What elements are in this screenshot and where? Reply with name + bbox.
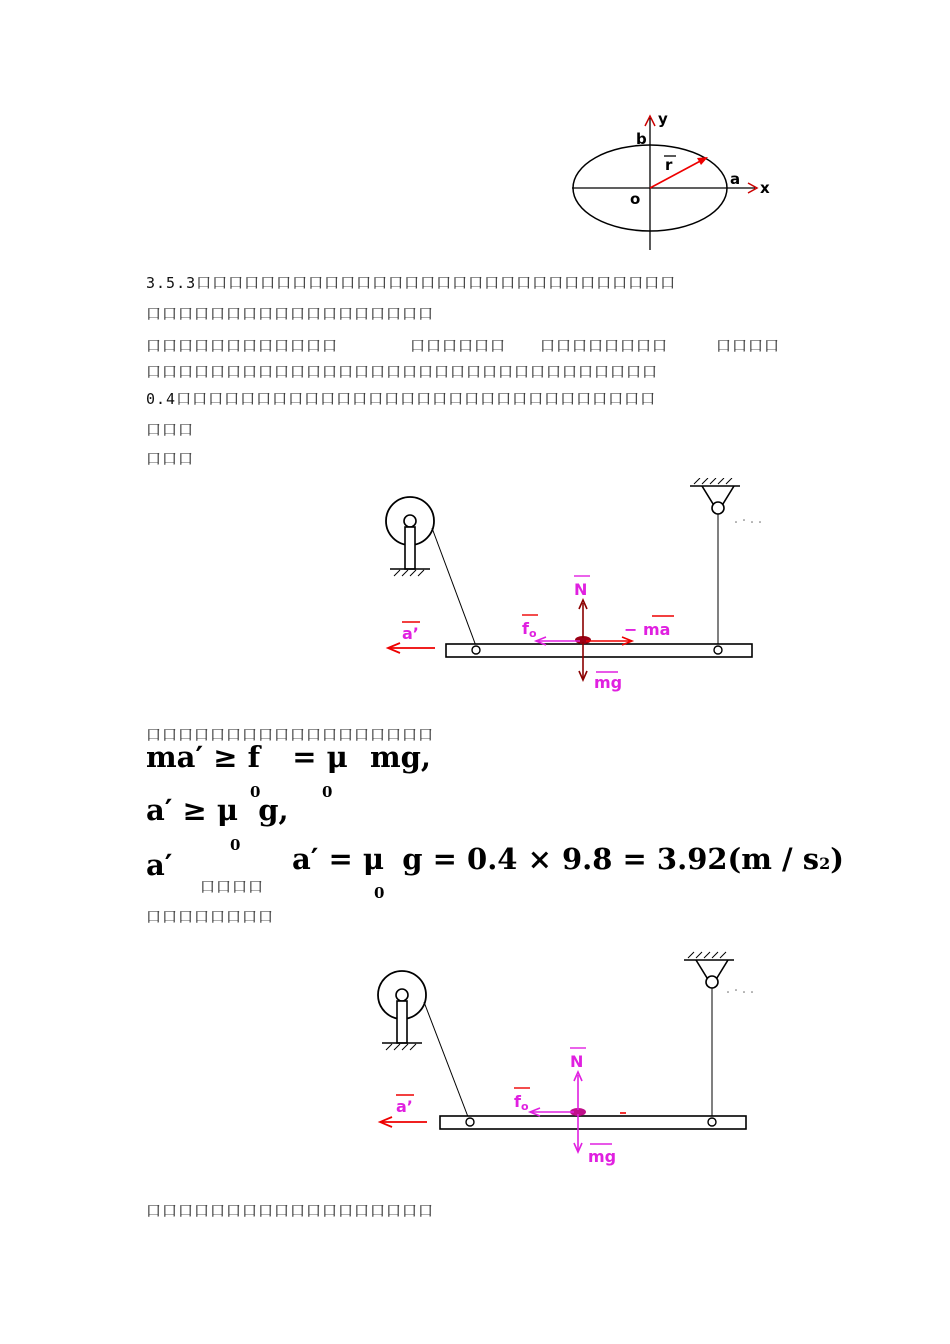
glyph-run: 口口口口口口口口口口口口口口口口口口 <box>146 1202 435 1220</box>
hanging-pulley-wheel <box>706 976 718 988</box>
problem-line-5 <box>146 388 656 409</box>
eq3-text <box>200 876 264 897</box>
glyph-run: 口口口口 <box>716 337 781 355</box>
label-f0: fo <box>522 619 537 640</box>
label-x: x <box>760 179 770 197</box>
label-mg: mg <box>594 673 623 692</box>
ceiling-hatch <box>688 952 726 958</box>
label-a-prime: a’ <box>402 624 419 643</box>
problem-number: 3.5.3 <box>146 274 197 292</box>
eq3-lhs: a′ <box>146 848 173 882</box>
left-rope <box>432 528 476 646</box>
left-ground-hatch <box>386 1044 416 1050</box>
glyph-run: 口口口口口口口口口口口口口口口口口口 <box>146 305 435 323</box>
eq1-subscript-1: 0 <box>250 783 261 801</box>
label-N: N <box>570 1052 584 1071</box>
label-r: r <box>665 156 673 174</box>
figure-1 <box>380 478 780 700</box>
label-f0: fo <box>514 1092 529 1113</box>
motion-dots <box>727 989 753 993</box>
eq1-subscript-2: 0 <box>322 783 333 801</box>
label-N: N <box>574 580 588 599</box>
equation-3 <box>146 848 172 882</box>
eq4-close: ) <box>830 842 844 876</box>
left-pulley-stand <box>397 1001 407 1043</box>
glyph-run: 口口口 <box>146 450 195 468</box>
problem-line-4 <box>146 361 658 382</box>
equation-1 <box>146 740 431 774</box>
board <box>440 1116 746 1129</box>
glyph-run: 口口口口口口口口 <box>146 908 275 926</box>
label-mg: mg <box>588 1147 617 1166</box>
eq1-rhs: mg, <box>369 740 431 774</box>
eq2-lhs: a′ ≥ μ <box>146 793 239 827</box>
eq4-exponent: 2 <box>819 854 831 873</box>
eq2-rhs: g, <box>258 793 289 827</box>
problem-line-1 <box>146 272 676 293</box>
ellipse-figure <box>560 108 780 258</box>
board-pin-left <box>466 1118 474 1126</box>
radius-vector <box>650 158 706 188</box>
label-a-prime: a’ <box>396 1097 413 1116</box>
glyph-run: 口口口口 <box>200 878 265 896</box>
eq1-lhs: ma′ ≥ f <box>146 740 261 774</box>
board-pin-right <box>708 1118 716 1126</box>
equation-2 <box>146 793 289 827</box>
glyph-run: 口口口口口口口口口口口口口口口口口口口口口口口口口口口口口口 <box>176 390 657 408</box>
board-pin-right <box>714 646 722 654</box>
label-minus-ma: − ma <box>624 620 671 639</box>
radius-vector-arrowhead-icon <box>697 157 708 165</box>
eq1-mid: = μ <box>292 740 348 774</box>
label-a: a <box>730 170 741 188</box>
label-b: b <box>636 130 647 148</box>
equation-4 <box>292 842 844 876</box>
label-o: o <box>630 190 641 208</box>
glyph-run: 口口口口口口口口口口口口口口口口口口口口口口口口口口口口口口口口 <box>146 363 659 381</box>
label-y: y <box>658 110 668 128</box>
figure-2 <box>372 950 772 1172</box>
analysis-line-2 <box>146 906 274 927</box>
board-pin-left <box>472 646 480 654</box>
hanging-pulley-wheel <box>712 502 724 514</box>
analysis-line-3 <box>146 1200 434 1221</box>
left-pulley-axle <box>396 989 408 1001</box>
glyph-run: 口口口口口口口口口口口口口口口口口口 <box>146 726 435 744</box>
glyph-run: 口口口口口口口口 <box>540 337 669 355</box>
problem-line-3 <box>146 335 781 356</box>
left-ground-hatch <box>394 570 424 576</box>
eq2-subscript: 0 <box>230 836 241 854</box>
motion-dots <box>735 519 761 523</box>
board <box>446 644 752 657</box>
eq4-subscript: 0 <box>374 884 385 902</box>
left-pulley-stand <box>405 527 415 569</box>
glyph-run: 口口口口口口口口口口口口口口口口口口口口口口口口口口口口口口 <box>196 274 677 292</box>
eq4-rhs: g = 0.4 × 9.8 = 3.92(m / s <box>402 842 820 876</box>
eq4-lhs: a′ = μ <box>292 842 385 876</box>
problem-line-7 <box>146 448 194 469</box>
problem-line-2 <box>146 303 434 324</box>
glyph-run: 口口口口口口 <box>410 337 507 355</box>
glyph-run: 口口口 <box>146 421 195 439</box>
glyph-run: 口口口口口口口口口口口口 <box>146 337 339 355</box>
ceiling-hatch <box>694 478 732 484</box>
friction-coefficient: 0.4 <box>146 390 177 408</box>
left-rope <box>424 1002 470 1122</box>
problem-line-6 <box>146 419 194 440</box>
left-pulley-axle <box>404 515 416 527</box>
